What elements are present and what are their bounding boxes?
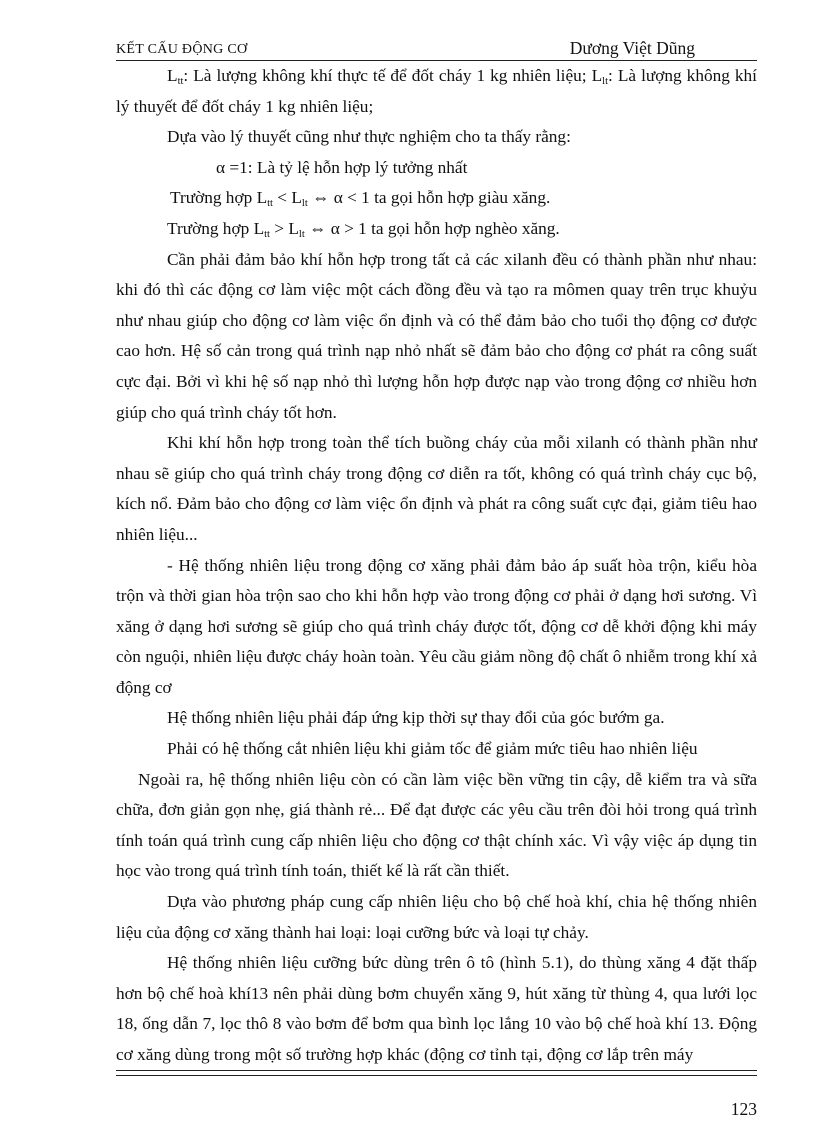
footer-rule-top <box>116 1070 757 1071</box>
paragraph-other-requirements: Ngoài ra, hệ thống nhiên liệu còn có cần làm việc bền vững tin cậy, dễ kiểm tra và sữa chữa, đơn giản gọn nhẹ, giá thành rẻ... Để đạt được các yêu cầu trên đòi hỏi trong quá trình tính toán quá trình cung cấp nhiên liệu cho động cơ thật chính xác. Vì vậy việc áp dụng tin học vào trong quá trình tính toán, thiết kế là rất cần thiết. <box>116 769 757 881</box>
formula-rich-case: Trường hợp $L_{tt} < L_{lt}$ ⇔ α < 1 ta gọi hỗn hợp giàu xăng. <box>170 188 551 210</box>
page-number: 123 <box>730 1099 757 1119</box>
formula-lean-case: Trường hợp $L_{tt} > L_{lt}$ ⇔ α > 1 ta gọi hỗn hợp nghèo xăng. <box>167 218 560 240</box>
paragraph-mixture-uniformity: Cần phải đảm bảo khí hỗn hợp trong tất cả các xilanh đều có thành phần như nhau: khi đó thì các động cơ làm việc một cách đồng đều và tạo ra mômen quay trên trục khuỷu như nhau giúp cho động cơ làm việc ổn định và có thể đảm bảo cho tuổi thọ động cơ được cao hơn. Hệ số cản trong quá trình nạp nhỏ nhất sẽ đảm bảo cho động cơ phát ra công suất cực đại. Bởi vì khi hệ số nạp nhỏ thì lượng hỗn hợp được nạp vào trong động cơ nhiều hơn giúp cho quá trình cháy tốt hơn. <box>116 249 757 422</box>
page-header <box>116 38 757 62</box>
paragraph-classification: Dựa vào phương pháp cung cấp nhiên liệu cho bộ chế hoà khí, chia hệ thống nhiên liệu của động cơ xăng thành hai loại: loại cưỡng bức và loại tự chảy. <box>116 892 757 942</box>
header-author: Dương Việt Dũng <box>569 38 695 58</box>
paragraph-mixing-requirements: - Hệ thống nhiên liệu trong động cơ xăng phải đảm bảo áp suất hòa trộn, kiểu hòa trộn và thời gian hòa trộn sao cho khi hỗn hợp vào trong động cơ phải ở dạng hơi sương. Vì xăng ở dạng hơi sương sẽ giúp cho quá trình cháy được tốt, động cơ dễ khởi động khi máy còn nguội, nhiên liệu được cháy hoàn toàn. Yêu cầu giảm nồng độ chất ô nhiễm trong khí xả động cơ <box>116 555 757 697</box>
paragraph-air-definitions: $L_{tt}$: Là lượng không khí thực tế để đốt cháy 1 kg nhiên liệu; $L_{lt}$: Là lượng không khí lý thuyết để đốt cháy 1 kg nhiên liệu; <box>116 66 757 116</box>
paragraph-intro: Dựa vào lý thuyết cũng như thực nghiệm cho ta thấy rằng: <box>167 127 571 147</box>
paragraph-forced-system: Hệ thống nhiên liệu cưỡng bức dùng trên ô tô (hình 5.1), do thùng xăng 4 đặt thấp hơn bộ chế hoà khí13 nên phải dùng bơm chuyển xăng 9, hút xăng từ thùng 4, qua lưới lọc 18, ống dẫn 7, lọc thô 8 vào bơm để bơm qua bình lọc lắng 10 vào bộ chế hoà khí 13. Động cơ xăng dùng trong một số trường hợp khác (động cơ tỉnh tại, động cơ lắp trên máy <box>116 953 757 1064</box>
paragraph-fuel-cut: Phải có hệ thống cắt nhiên liệu khi giảm tốc để giảm mức tiêu hao nhiên liệu <box>167 739 698 759</box>
document-body <box>116 61 757 1071</box>
paragraph-throttle-response: Hệ thống nhiên liệu phải đáp ứng kịp thời sự thay đổi của góc bướm ga. <box>167 708 665 728</box>
formula-alpha-ideal: α =1: Là tỷ lệ hỗn hợp lý tưởng nhất <box>216 157 468 177</box>
footer-rule-bottom <box>116 1075 757 1076</box>
header-chapter-title: KẾT CẤU ĐỘNG CƠ <box>116 42 248 57</box>
paragraph-combustion: Khi khí hỗn hợp trong toàn thể tích buồng cháy của mỗi xilanh có thành phần như nhau sẽ giúp cho quá trình cháy trong động cơ diễn ra tốt, không có quá trình cháy cục bộ, kích nổ. Đảm bảo cho động cơ làm việc ổn định và phát ra công suất cực đại, giảm tiêu hao nhiên liệu... <box>116 433 757 544</box>
